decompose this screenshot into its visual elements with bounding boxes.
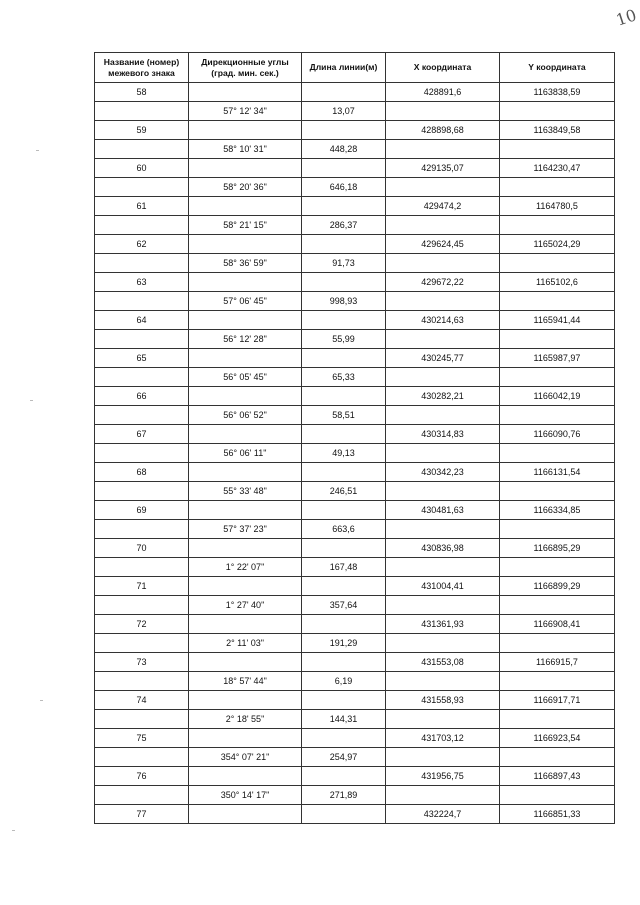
point-name-cell: 63 — [95, 273, 189, 292]
x-coordinate-cell: 430836,98 — [386, 539, 500, 558]
y-coordinate-cell: 1163849,58 — [500, 121, 615, 140]
point-row — [95, 235, 615, 254]
y-coordinate-cell — [500, 330, 615, 349]
y-coordinate-cell: 1166090,76 — [500, 425, 615, 444]
line-length-cell: 13,07 — [302, 102, 386, 121]
page-number: 10 — [613, 5, 639, 30]
x-coordinate-cell — [386, 102, 500, 121]
y-coordinate-cell: 1166851,33 — [500, 805, 615, 824]
y-coordinate-cell — [500, 672, 615, 691]
directional-angle-cell — [189, 197, 302, 216]
x-coordinate-cell: 429135,07 — [386, 159, 500, 178]
point-name-cell — [95, 140, 189, 159]
directional-angle-cell: 2° 11' 03" — [189, 634, 302, 653]
directional-angle-cell — [189, 653, 302, 672]
y-coordinate-cell — [500, 558, 615, 577]
line-length-cell — [302, 159, 386, 178]
y-coordinate-cell — [500, 292, 615, 311]
directional-angle-cell: 55° 33' 48" — [189, 482, 302, 501]
line-length-cell: 271,89 — [302, 786, 386, 805]
point-name-cell: 72 — [95, 615, 189, 634]
point-row — [95, 159, 615, 178]
x-coordinate-cell: 430481,63 — [386, 501, 500, 520]
line-length-cell: 144,31 — [302, 710, 386, 729]
point-row — [95, 197, 615, 216]
point-name-cell: 70 — [95, 539, 189, 558]
directional-angle-cell: 2° 18' 55" — [189, 710, 302, 729]
header-x-coordinate: X координата — [386, 53, 500, 83]
line-length-cell: 167,48 — [302, 558, 386, 577]
y-coordinate-cell: 1166334,85 — [500, 501, 615, 520]
x-coordinate-cell — [386, 178, 500, 197]
x-coordinate-cell: 429624,45 — [386, 235, 500, 254]
directional-angle-cell — [189, 349, 302, 368]
y-coordinate-cell — [500, 216, 615, 235]
directional-angle-cell — [189, 273, 302, 292]
segment-row — [95, 178, 615, 197]
y-coordinate-cell — [500, 634, 615, 653]
directional-angle-cell — [189, 729, 302, 748]
point-name-cell — [95, 520, 189, 539]
x-coordinate-cell: 430282,21 — [386, 387, 500, 406]
y-coordinate-cell: 1166915,7 — [500, 653, 615, 672]
y-coordinate-cell: 1166908,41 — [500, 615, 615, 634]
point-name-cell: 69 — [95, 501, 189, 520]
y-coordinate-cell: 1165941,44 — [500, 311, 615, 330]
line-length-cell — [302, 349, 386, 368]
segment-row — [95, 596, 615, 615]
point-row — [95, 349, 615, 368]
directional-angle-cell: 57° 37' 23" — [189, 520, 302, 539]
segment-row — [95, 102, 615, 121]
point-row — [95, 539, 615, 558]
x-coordinate-cell: 429474,2 — [386, 197, 500, 216]
x-coordinate-cell: 429672,22 — [386, 273, 500, 292]
directional-angle-cell: 57° 06' 45" — [189, 292, 302, 311]
x-coordinate-cell — [386, 292, 500, 311]
point-row — [95, 653, 615, 672]
scan-mark — [30, 400, 33, 401]
point-row — [95, 273, 615, 292]
segment-row — [95, 748, 615, 767]
directional-angle-cell — [189, 463, 302, 482]
line-length-cell: 58,51 — [302, 406, 386, 425]
x-coordinate-cell — [386, 520, 500, 539]
point-name-cell — [95, 102, 189, 121]
directional-angle-cell — [189, 501, 302, 520]
y-coordinate-cell: 1166131,54 — [500, 463, 615, 482]
x-coordinate-cell — [386, 140, 500, 159]
directional-angle-cell: 1° 27' 40" — [189, 596, 302, 615]
point-name-cell — [95, 368, 189, 387]
segment-row — [95, 254, 615, 273]
header-point-name: Название (номер) межевого знака — [95, 53, 189, 83]
directional-angle-cell: 56° 06' 52" — [189, 406, 302, 425]
y-coordinate-cell: 1163838,59 — [500, 83, 615, 102]
point-name-cell: 74 — [95, 691, 189, 710]
segment-row — [95, 672, 615, 691]
line-length-cell — [302, 197, 386, 216]
y-coordinate-cell — [500, 482, 615, 501]
line-length-cell — [302, 615, 386, 634]
point-row — [95, 729, 615, 748]
x-coordinate-cell: 431553,08 — [386, 653, 500, 672]
x-coordinate-cell — [386, 330, 500, 349]
segment-row — [95, 368, 615, 387]
point-name-cell — [95, 216, 189, 235]
line-length-cell — [302, 463, 386, 482]
line-length-cell: 55,99 — [302, 330, 386, 349]
line-length-cell: 998,93 — [302, 292, 386, 311]
point-name-cell — [95, 672, 189, 691]
x-coordinate-cell — [386, 444, 500, 463]
directional-angle-cell — [189, 805, 302, 824]
line-length-cell: 357,64 — [302, 596, 386, 615]
directional-angle-cell — [189, 615, 302, 634]
x-coordinate-cell: 431703,12 — [386, 729, 500, 748]
point-name-cell: 65 — [95, 349, 189, 368]
y-coordinate-cell: 1166042,19 — [500, 387, 615, 406]
table-header-row — [95, 53, 615, 83]
point-name-cell: 68 — [95, 463, 189, 482]
point-row — [95, 387, 615, 406]
point-name-cell — [95, 178, 189, 197]
line-length-cell: 286,37 — [302, 216, 386, 235]
y-coordinate-cell: 1166899,29 — [500, 577, 615, 596]
directional-angle-cell: 57° 12' 34" — [189, 102, 302, 121]
y-coordinate-cell: 1166917,71 — [500, 691, 615, 710]
point-name-cell: 58 — [95, 83, 189, 102]
point-name-cell: 67 — [95, 425, 189, 444]
x-coordinate-cell: 430314,83 — [386, 425, 500, 444]
x-coordinate-cell: 428898,68 — [386, 121, 500, 140]
x-coordinate-cell: 430245,77 — [386, 349, 500, 368]
point-name-cell: 61 — [95, 197, 189, 216]
y-coordinate-cell — [500, 786, 615, 805]
line-length-cell: 49,13 — [302, 444, 386, 463]
y-coordinate-cell: 1166895,29 — [500, 539, 615, 558]
line-length-cell — [302, 577, 386, 596]
x-coordinate-cell — [386, 710, 500, 729]
line-length-cell: 448,28 — [302, 140, 386, 159]
x-coordinate-cell — [386, 748, 500, 767]
y-coordinate-cell — [500, 748, 615, 767]
x-coordinate-cell — [386, 254, 500, 273]
boundary-points-table — [94, 52, 615, 824]
point-row — [95, 615, 615, 634]
point-row — [95, 425, 615, 444]
line-length-cell — [302, 691, 386, 710]
point-name-cell: 64 — [95, 311, 189, 330]
line-length-cell: 646,18 — [302, 178, 386, 197]
point-row — [95, 805, 615, 824]
segment-row — [95, 634, 615, 653]
directional-angle-cell: 56° 12' 28" — [189, 330, 302, 349]
line-length-cell — [302, 121, 386, 140]
y-coordinate-cell — [500, 710, 615, 729]
directional-angle-cell — [189, 159, 302, 178]
directional-angle-cell — [189, 83, 302, 102]
x-coordinate-cell — [386, 634, 500, 653]
y-coordinate-cell — [500, 596, 615, 615]
directional-angle-cell — [189, 691, 302, 710]
point-row — [95, 501, 615, 520]
segment-row — [95, 216, 615, 235]
y-coordinate-cell — [500, 444, 615, 463]
directional-angle-cell: 56° 05' 45" — [189, 368, 302, 387]
segment-row — [95, 406, 615, 425]
point-name-cell — [95, 558, 189, 577]
line-length-cell — [302, 83, 386, 102]
point-name-cell: 59 — [95, 121, 189, 140]
header-y-coordinate: Y координата — [500, 53, 615, 83]
point-row — [95, 577, 615, 596]
segment-row — [95, 292, 615, 311]
point-name-cell: 76 — [95, 767, 189, 786]
x-coordinate-cell: 430214,63 — [386, 311, 500, 330]
y-coordinate-cell — [500, 178, 615, 197]
point-name-cell: 60 — [95, 159, 189, 178]
scan-mark — [36, 150, 39, 151]
line-length-cell — [302, 805, 386, 824]
point-name-cell — [95, 292, 189, 311]
x-coordinate-cell — [386, 482, 500, 501]
point-name-cell — [95, 786, 189, 805]
point-name-cell — [95, 596, 189, 615]
directional-angle-cell: 58° 10' 31" — [189, 140, 302, 159]
line-length-cell — [302, 653, 386, 672]
line-length-cell — [302, 387, 386, 406]
x-coordinate-cell — [386, 596, 500, 615]
line-length-cell: 191,29 — [302, 634, 386, 653]
line-length-cell: 246,51 — [302, 482, 386, 501]
directional-angle-cell — [189, 767, 302, 786]
y-coordinate-cell — [500, 406, 615, 425]
directional-angle-cell: 18° 57' 44" — [189, 672, 302, 691]
point-row — [95, 83, 615, 102]
y-coordinate-cell: 1165102,6 — [500, 273, 615, 292]
x-coordinate-cell — [386, 558, 500, 577]
y-coordinate-cell — [500, 368, 615, 387]
point-row — [95, 691, 615, 710]
line-length-cell — [302, 539, 386, 558]
line-length-cell — [302, 767, 386, 786]
x-coordinate-cell — [386, 786, 500, 805]
point-name-cell: 66 — [95, 387, 189, 406]
line-length-cell: 254,97 — [302, 748, 386, 767]
header-directional-angles: Дирекционные углы (град. мин. сек.) — [189, 53, 302, 83]
x-coordinate-cell — [386, 368, 500, 387]
line-length-cell — [302, 729, 386, 748]
x-coordinate-cell — [386, 672, 500, 691]
point-row — [95, 767, 615, 786]
y-coordinate-cell — [500, 102, 615, 121]
line-length-cell — [302, 311, 386, 330]
directional-angle-cell: 58° 20' 36" — [189, 178, 302, 197]
point-name-cell: 75 — [95, 729, 189, 748]
segment-row — [95, 140, 615, 159]
directional-angle-cell — [189, 235, 302, 254]
point-name-cell: 73 — [95, 653, 189, 672]
point-row — [95, 463, 615, 482]
line-length-cell — [302, 273, 386, 292]
line-length-cell: 6,19 — [302, 672, 386, 691]
directional-angle-cell: 350° 14' 17" — [189, 786, 302, 805]
directional-angle-cell — [189, 311, 302, 330]
point-name-cell — [95, 444, 189, 463]
segment-row — [95, 558, 615, 577]
x-coordinate-cell — [386, 406, 500, 425]
header-line-length: Длина линии(м) — [302, 53, 386, 83]
directional-angle-cell — [189, 121, 302, 140]
directional-angle-cell: 58° 36' 59" — [189, 254, 302, 273]
point-name-cell — [95, 634, 189, 653]
directional-angle-cell: 354° 07' 21" — [189, 748, 302, 767]
directional-angle-cell — [189, 577, 302, 596]
point-name-cell: 62 — [95, 235, 189, 254]
line-length-cell: 663,6 — [302, 520, 386, 539]
table-body — [95, 83, 615, 824]
point-name-cell — [95, 330, 189, 349]
point-name-cell — [95, 406, 189, 425]
x-coordinate-cell: 431004,41 — [386, 577, 500, 596]
y-coordinate-cell — [500, 520, 615, 539]
segment-row — [95, 330, 615, 349]
y-coordinate-cell: 1164230,47 — [500, 159, 615, 178]
point-name-cell: 71 — [95, 577, 189, 596]
x-coordinate-cell: 431361,93 — [386, 615, 500, 634]
segment-row — [95, 710, 615, 729]
y-coordinate-cell — [500, 254, 615, 273]
line-length-cell: 91,73 — [302, 254, 386, 273]
directional-angle-cell: 1° 22' 07" — [189, 558, 302, 577]
directional-angle-cell — [189, 425, 302, 444]
point-name-cell — [95, 482, 189, 501]
segment-row — [95, 520, 615, 539]
y-coordinate-cell: 1165024,29 — [500, 235, 615, 254]
point-name-cell — [95, 748, 189, 767]
directional-angle-cell — [189, 387, 302, 406]
y-coordinate-cell: 1164780,5 — [500, 197, 615, 216]
point-name-cell: 77 — [95, 805, 189, 824]
point-name-cell — [95, 710, 189, 729]
point-row — [95, 311, 615, 330]
x-coordinate-cell — [386, 216, 500, 235]
point-row — [95, 121, 615, 140]
x-coordinate-cell: 428891,6 — [386, 83, 500, 102]
x-coordinate-cell: 430342,23 — [386, 463, 500, 482]
directional-angle-cell: 58° 21' 15" — [189, 216, 302, 235]
y-coordinate-cell: 1166897,43 — [500, 767, 615, 786]
y-coordinate-cell — [500, 140, 615, 159]
line-length-cell — [302, 501, 386, 520]
x-coordinate-cell: 431558,93 — [386, 691, 500, 710]
x-coordinate-cell: 431956,75 — [386, 767, 500, 786]
line-length-cell — [302, 235, 386, 254]
y-coordinate-cell: 1165987,97 — [500, 349, 615, 368]
segment-row — [95, 482, 615, 501]
segment-row — [95, 786, 615, 805]
line-length-cell: 65,33 — [302, 368, 386, 387]
directional-angle-cell: 56° 06' 11" — [189, 444, 302, 463]
x-coordinate-cell: 432224,7 — [386, 805, 500, 824]
scan-mark — [12, 830, 15, 831]
scan-mark — [40, 700, 43, 701]
segment-row — [95, 444, 615, 463]
line-length-cell — [302, 425, 386, 444]
directional-angle-cell — [189, 539, 302, 558]
point-name-cell — [95, 254, 189, 273]
y-coordinate-cell: 1166923,54 — [500, 729, 615, 748]
